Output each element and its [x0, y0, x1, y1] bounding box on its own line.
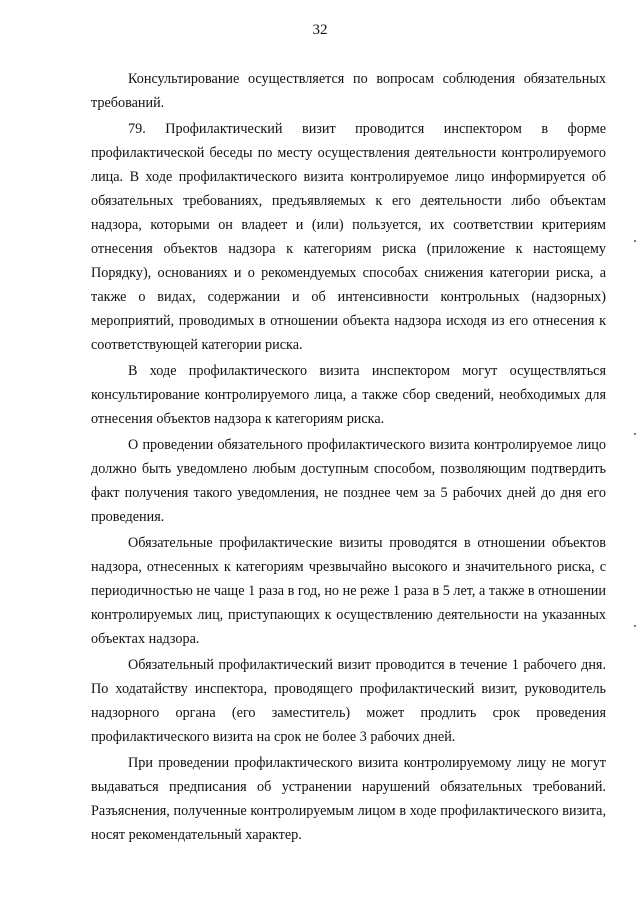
paragraph-consulting-during-visit: В ходе профилактического визита инспектором могут осуществляться консультирование контролируемого лица, а также сбор сведений, необходимых для отнесения объектов надзора к категориям риска.	[91, 363, 606, 427]
paragraph-mandatory-visits: Обязательные профилактические визиты проводятся в отношении объектов надзора, отнесенных к категориям чрезвычайно высокого и значительного риска, с периодичностью не чаще 1 раза в год, но не реже 1 раза в 5 лет, а также в отношении контролируемых лиц, приступающих к осуществлению деятельности на указанных объектах надзора.	[91, 535, 606, 647]
paragraph-visit-duration: Обязательный профилактический визит проводится в течение 1 рабочего дня. По ходатайству инспектора, проводящего профилактический визит, руководитель надзорного органа (его заместитель) может продлить срок проведения профилактического визита на срок не более 3 рабочих дней.	[91, 657, 606, 745]
paragraph-no-orders: При проведении профилактического визита контролируемому лицу не могут выдаваться предписания об устранении нарушений обязательных требований. Разъяснения, полученные контролируемым лицом в ходе профилактического визита, носят рекомендательный характер.	[91, 755, 606, 843]
scan-edge-mark	[634, 433, 636, 435]
scan-edge-mark	[634, 240, 636, 242]
paragraph-consulting: Консультирование осуществляется по вопросам соблюдения обязательных требований.	[91, 71, 606, 111]
paragraph-item-79: 79. Профилактический визит проводится инспектором в форме профилактической беседы по месту осуществления деятельности контролируемого лица. В ходе профилактического визита контролируемое лицо информируется об обязательных требованиях, предъявляемых к его деятельности либо объектам надзора, которыми он владеет и (или) пользуется, их соответствии критериям отнесения объектов надзора к категориям риска (приложение к настоящему Порядку), основаниях и о рекомендуемых способах снижения категории риска, а также о видах, содержании и об интенсивности контрольных (надзорных) мероприятий, проводимых в отношении объекта надзора исходя из его отнесения к соответствующей категории риска.	[91, 121, 606, 353]
document-body	[91, 67, 606, 847]
scan-edge-mark	[634, 625, 636, 627]
paragraph-notification: О проведении обязательного профилактического визита контролируемое лицо должно быть уведомлено любым доступным способом, позволяющим подтвердить факт получения такого уведомления, не позднее чем за 5 рабочих дней до дня его проведения.	[91, 437, 606, 525]
page-number: 32	[312, 22, 328, 38]
